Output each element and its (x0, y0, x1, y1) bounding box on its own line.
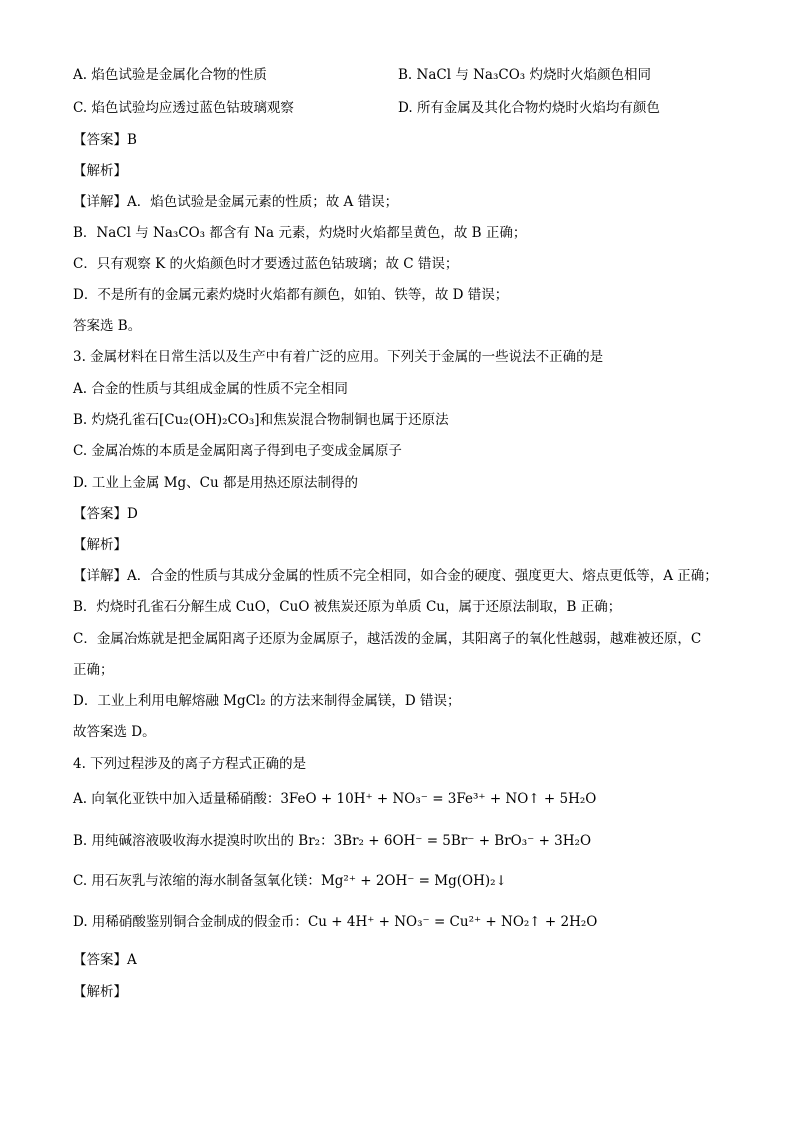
q2-option-c-label: C. (73, 100, 88, 116)
q3-detail-line: D．工业上利用电解熔融 MgCl₂ 的方法来制得金属镁，D 错误； (73, 693, 461, 709)
q3-option-c: C. 金属冶炼的本质是金属阳离子得到电子变成金属原子 (73, 443, 402, 459)
q2-option-c (73, 99, 294, 117)
q4-stem: 4. 下列过程涉及的离子方程式正确的是 (73, 756, 307, 772)
q4-option-b-equation: 3Br₂ + 6OH⁻ = 5Br⁻ + BrO₃⁻ + 3H₂O (333, 833, 592, 849)
q4-option-c-equation: Mg²⁺ + 2OH⁻ = Mg(OH)₂↓ (320, 873, 507, 889)
q3-option-b: B. 灼烧孔雀石[Cu₂(OH)₂CO₃]和焦炭混合物制铜也属于还原法 (73, 412, 449, 428)
q4-option-b (73, 832, 591, 850)
q4-option-c-prefix: C. 用石灰乳与浓缩的海水制备氢氧化镁： (73, 873, 321, 889)
q3-detail-line: C．金属冶炼就是把金属阳离子还原为金属原子，越活泼的金属，其阳离子的氧化性越弱，越难被还原，C (73, 631, 702, 647)
q3-option-a: A. 合金的性质与其组成金属的性质不完全相同 (73, 381, 348, 397)
q4-option-d (73, 913, 597, 931)
q4-option-a-equation: 3FeO + 10H⁺ + NO₃⁻ = 3Fe³⁺ + NO↑ + 5H₂O (280, 791, 597, 807)
q3-detail-line: 正确； (73, 662, 114, 678)
q2-option-a-text: 焰色试验是金属化合物的性质 (91, 67, 267, 83)
q2-detail-line: 【详解】A．焰色试验是金属元素的性质；故 A 错误； (73, 194, 399, 210)
q2-option-a-label: A. (73, 67, 88, 83)
q2-detail-line: B．NaCl 与 Na₃CO₃ 都含有 Na 元素，灼烧时火焰都呈黄色，故 B 正确； (73, 225, 527, 241)
q3-conclusion: 故答案选 D。 (73, 724, 156, 740)
q2-option-b-text: NaCl 与 Na₃CO₃ 灼烧时火焰颜色相同 (416, 67, 651, 83)
q2-option-c-text: 焰色试验均应透过蓝色钴玻璃观察 (91, 100, 294, 116)
q2-option-b-label: B. (398, 67, 413, 83)
q4-option-b-prefix: B. 用纯碱溶液吸收海水提溴时吹出的 Br₂： (73, 833, 334, 849)
q3-option-d: D. 工业上金属 Mg、Cu 都是用热还原法制得的 (73, 475, 358, 491)
q3-answer: 【答案】D (73, 506, 138, 522)
q2-option-d-text: 所有金属及其化合物灼烧时火焰均有颜色 (416, 100, 660, 116)
q4-option-a-prefix: A. 向氧化亚铁中加入适量稀硝酸： (73, 791, 281, 807)
q3-analysis-heading: 【解析】 (73, 537, 127, 553)
q2-option-b (398, 66, 651, 84)
q2-option-d (398, 99, 660, 117)
q2-analysis-heading: 【解析】 (73, 163, 127, 179)
q2-answer: 【答案】B (73, 132, 137, 148)
q3-detail-line: 【详解】A．合金的性质与其成分金属的性质不完全相同，如合金的硬度、强度更大、熔点更低等，A 正确； (73, 568, 718, 584)
q2-detail-line: C．只有观察 K 的火焰颜色时才要透过蓝色钴玻璃；故 C 错误； (73, 256, 459, 272)
q4-analysis-heading: 【解析】 (73, 984, 127, 1000)
q2-detail-line: D．不是所有的金属元素灼烧时火焰都有颜色，如铂、铁等，故 D 错误； (73, 287, 509, 303)
q3-stem: 3. 金属材料在日常生活以及生产中有着广泛的应用。下列关于金属的一些说法不正确的是 (73, 349, 604, 365)
q2-option-d-label: D. (398, 100, 413, 116)
q4-option-a (73, 790, 596, 808)
q4-option-c (73, 872, 507, 890)
q4-option-d-prefix: D. 用稀硝酸鉴别铜合金制成的假金币： (73, 914, 308, 930)
q3-detail-line: B．灼烧时孔雀石分解生成 CuO，CuO 被焦炭还原为单质 Cu，属于还原法制取，B 正确； (73, 599, 622, 615)
q2-option-a (73, 66, 267, 84)
q4-answer: 【答案】A (73, 952, 137, 968)
q2-conclusion: 答案选 B。 (73, 318, 142, 334)
q4-option-d-equation: Cu + 4H⁺ + NO₃⁻ = Cu²⁺ + NO₂↑ + 2H₂O (307, 914, 598, 930)
